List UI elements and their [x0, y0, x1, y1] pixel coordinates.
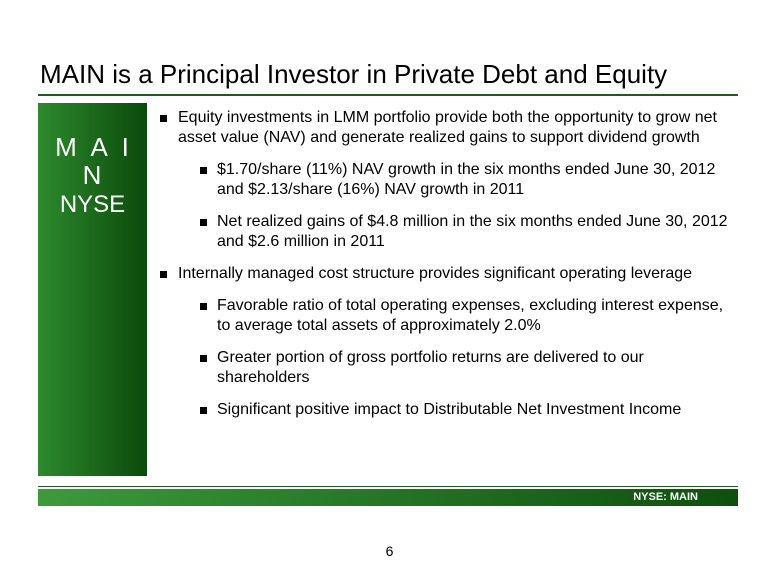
- sub-bullet-item: [160, 212, 740, 252]
- bullet-text: Internally managed cost structure provides significant operating leverage: [178, 265, 693, 282]
- bullet-list: [160, 108, 740, 432]
- square-bullet-icon: [200, 167, 207, 174]
- sub-bullet-text: Favorable ratio of total operating expenses, excluding interest expense, to average total assets of approximately 2.0%: [217, 297, 724, 334]
- ticker-sidebar: [38, 103, 147, 476]
- page-number: 6: [385, 543, 394, 559]
- footer-divider: [38, 486, 738, 487]
- sub-bullet-item: [160, 400, 740, 420]
- sub-bullet-item: [160, 160, 740, 200]
- square-bullet-icon: [160, 115, 167, 122]
- bullet-item: [160, 264, 740, 284]
- bullet-text: Equity investments in LMM portfolio provide both the opportunity to grow net asset value (NAV) and generate realized gains to support dividend growth: [178, 109, 717, 146]
- square-bullet-icon: [200, 219, 207, 226]
- square-bullet-icon: [200, 355, 207, 362]
- ticker-symbol: M A I N: [55, 132, 133, 190]
- sub-bullet-text: $1.70/share (11%) NAV growth in the six months ended June 30, 2012 and $2.13/share (16%) NAV growth in 2011: [217, 161, 716, 198]
- bullet-item: [160, 108, 740, 148]
- sub-bullet-text: Significant positive impact to Distributable Net Investment Income: [217, 401, 682, 418]
- sub-bullet-text: Greater portion of gross portfolio returns are delivered to our shareholders: [217, 349, 644, 386]
- slide-title: MAIN is a Principal Investor in Private Debt and Equity: [40, 59, 668, 89]
- sub-bullet-item: [160, 296, 740, 336]
- square-bullet-icon: [200, 407, 207, 414]
- title-divider: [38, 94, 738, 96]
- square-bullet-icon: [200, 303, 207, 310]
- footer-bar: [38, 489, 738, 506]
- exchange-label: NYSE: [59, 191, 126, 218]
- sub-bullet-item: [160, 348, 740, 388]
- footer-label: NYSE: MAIN: [633, 491, 698, 503]
- sub-bullet-text: Net realized gains of $4.8 million in the six months ended June 30, 2012 and $2.6 million in 2011: [217, 213, 728, 250]
- square-bullet-icon: [160, 271, 167, 278]
